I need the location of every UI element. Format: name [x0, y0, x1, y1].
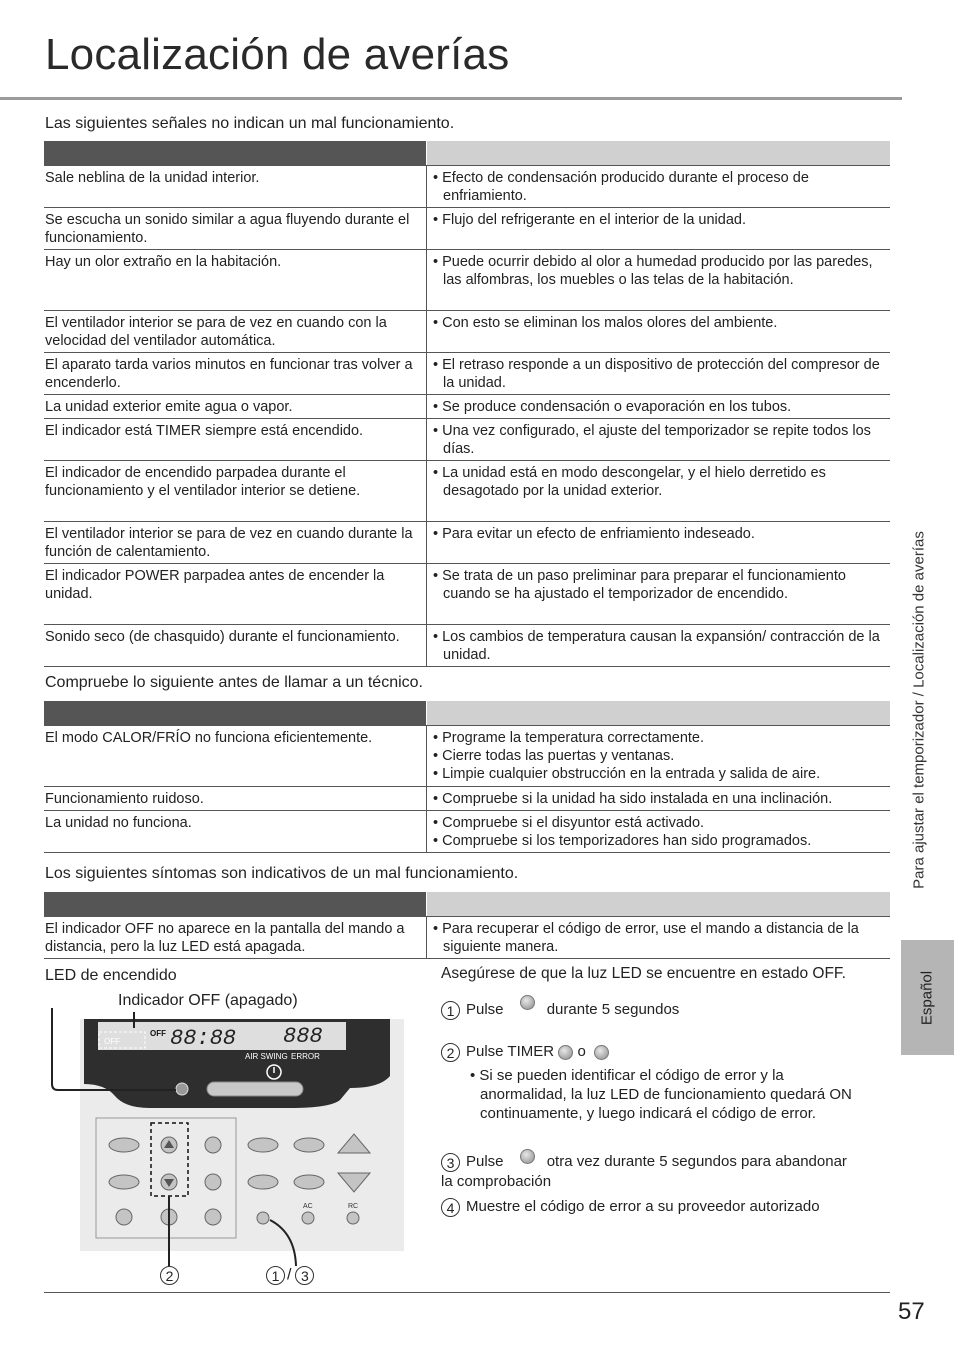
cause-cell [427, 208, 891, 250]
cause-cell [427, 811, 891, 853]
table-malfunction [44, 892, 890, 959]
remote-control-illustration [40, 1008, 410, 1283]
cause-cell [427, 250, 891, 311]
table-row [44, 787, 890, 811]
lcd-off-text: OFF [150, 1029, 166, 1038]
table-row [44, 311, 890, 353]
symptom-cell: El ventilador interior se para de vez en cuando durante la función de calentamiento. [44, 522, 427, 564]
cause-item: • Los cambios de temperatura causan la expansión/ contracción de la unidad. [433, 628, 888, 664]
check-button[interactable] [257, 1212, 269, 1224]
symptom-cell: Sale neblina de la unidad interior. [44, 166, 427, 208]
remote-button[interactable] [294, 1138, 324, 1152]
symptom-cell: El indicador OFF no aparece en la pantalla del mando a distancia, pero la luz LED está apagada. [44, 917, 427, 959]
symptom-cell: El indicador está TIMER siempre está encendido. [44, 419, 427, 461]
cause-item: • El retraso responde a un dispositivo de protección del compresor de la unidad. [433, 356, 888, 392]
page-title: Localización de averías [45, 30, 510, 79]
table-row [44, 726, 890, 787]
side-section-label: Para ajustar el temporizador / Localización de averías [910, 531, 928, 889]
cause-cell [427, 395, 891, 419]
cause-cell [427, 461, 891, 522]
symptom-cell: El indicador POWER parpadea antes de encender la unidad. [44, 564, 427, 625]
ac-button[interactable] [302, 1212, 314, 1224]
power-button[interactable] [207, 1082, 303, 1096]
remote-button[interactable] [294, 1175, 324, 1189]
lcd-digits: 88:88 [170, 1026, 237, 1051]
symptom-cell: El ventilador interior se para de vez en cuando con la velocidad del ventilador automática. [44, 311, 427, 353]
cause-item: • Efecto de condensación producido durante el proceso de enfriamiento. [433, 169, 888, 205]
cause-cell [427, 353, 891, 395]
table-row [44, 461, 890, 522]
cause-cell [427, 522, 891, 564]
symptom-cell: Funcionamiento ruidoso. [44, 787, 427, 811]
table-row [44, 166, 890, 208]
title-rule [0, 97, 902, 100]
callout-1-3: 1 / 3 [266, 1266, 320, 1285]
check-button-icon [520, 995, 535, 1010]
cause-cell [427, 787, 891, 811]
section1-heading: Las siguientes señales no indican un mal funcionamiento. [45, 115, 455, 132]
table-row [44, 522, 890, 564]
led-label: LED de encendido [45, 967, 177, 984]
table-check-before-call [44, 701, 890, 853]
procedure-intro: Asegúrese de que la luz LED se encuentre en estado OFF. [441, 965, 846, 982]
procedure-step-3: 3 Pulse otra vez durante 5 segundos para abandonar la comprobación [441, 1152, 861, 1191]
table-row [44, 353, 890, 395]
remote-button[interactable] [109, 1138, 139, 1152]
remote-button[interactable] [205, 1209, 221, 1225]
symptom-cell: Sonido seco (de chasquido) durante el funcionamiento. [44, 625, 427, 667]
section3-heading: Los siguientes síntomas son indicativos de un mal funcionamiento. [45, 865, 519, 882]
language-tab: Español [901, 940, 954, 1055]
cause-item: • Puede ocurrir debido al olor a humedad producido por las paredes, las alfombras, los muebles o las telas de la habitación. [433, 253, 888, 289]
error-label: ERROR [291, 1052, 320, 1061]
table-row [44, 250, 890, 311]
timer-down-icon [594, 1045, 609, 1060]
table-row [44, 564, 890, 625]
table-row [44, 395, 890, 419]
cause-cell [427, 311, 891, 353]
cause-item: • Limpie cualquier obstrucción en la entrada y salida de aire. [433, 765, 888, 783]
procedure-step-4: 4 Muestre el código de error a su proveedor autorizado [441, 1197, 820, 1217]
lcd-off-small: OFF [104, 1037, 120, 1046]
ac-label: AC [303, 1203, 313, 1210]
cause-item: • Una vez configurado, el ajuste del temporizador se repite todos los días. [433, 422, 888, 458]
remote-button[interactable] [116, 1209, 132, 1225]
timer-up-icon [558, 1045, 573, 1060]
table-row [44, 917, 890, 959]
airswing-label: AIR SWING [245, 1052, 288, 1061]
lcd-digits2: 888 [283, 1024, 323, 1049]
symptom-cell: El indicador de encendido parpadea durante el funcionamiento y el ventilador interior se detiene. [44, 461, 427, 522]
cause-cell [427, 625, 891, 667]
remote-button[interactable] [248, 1175, 278, 1189]
procedure-step-1: 1 Pulse durante 5 segundos [441, 1000, 679, 1020]
cause-cell [427, 917, 891, 959]
table-row [44, 419, 890, 461]
cause-item: • Compruebe si la unidad ha sido instalada en una inclinación. [433, 790, 888, 808]
symptom-cell: La unidad exterior emite agua o vapor. [44, 395, 427, 419]
rc-label: RC [348, 1203, 359, 1210]
bottom-rule [44, 1292, 890, 1293]
cause-item: • Compruebe si el disyuntor está activado. [433, 814, 888, 832]
cause-cell [427, 419, 891, 461]
cause-item: • Flujo del refrigerante en el interior de la unidad. [433, 211, 888, 229]
symptom-cell: El modo CALOR/FRÍO no funciona eficientemente. [44, 726, 427, 787]
symptom-cell: El aparato tarda varios minutos en funcionar tras volver a encenderlo. [44, 353, 427, 395]
remote-button[interactable] [205, 1137, 221, 1153]
symptom-cell: Se escucha un sonido similar a agua fluyendo durante el funcionamiento. [44, 208, 427, 250]
table-normal-signals [44, 141, 890, 667]
off-indicator-label: Indicador OFF (apagado) [118, 992, 298, 1009]
cause-cell [427, 564, 891, 625]
procedure-step-2: 2 Pulse TIMER o [441, 1042, 609, 1062]
cause-item: • Se trata de un paso preliminar para preparar el funcionamiento cuando se ha ajustado el temporizador de encendido. [433, 567, 888, 603]
page-number: 57 [898, 1298, 925, 1325]
remote-button[interactable] [205, 1174, 221, 1190]
cause-item: • Se produce condensación o evaporación en los tubos. [433, 398, 888, 416]
table-row [44, 208, 890, 250]
cause-item: • Cierre todas las puertas y ventanas. [433, 747, 888, 765]
check-button-icon [520, 1149, 535, 1164]
remote-button[interactable] [248, 1138, 278, 1152]
cause-item: • Para recuperar el código de error, use el mando a distancia de la siguiente manera. [433, 920, 888, 956]
cause-item: • Con esto se eliminan los malos olores del ambiente. [433, 314, 888, 332]
rc-button[interactable] [347, 1212, 359, 1224]
power-led [176, 1083, 188, 1095]
procedure-step-2-note: • Si se pueden identificar el código de error y la anormalidad, la luz LED de funcionamiento quedará ON continuamente, y luego indicará el código de error. [470, 1066, 870, 1123]
cause-cell [427, 726, 891, 787]
symptom-cell: Hay un olor extraño en la habitación. [44, 250, 427, 311]
section2-heading: Compruebe lo siguiente antes de llamar a un técnico. [45, 674, 423, 691]
cause-item: • Para evitar un efecto de enfriamiento indeseado. [433, 525, 888, 543]
table-row [44, 625, 890, 667]
remote-button[interactable] [109, 1175, 139, 1189]
symptom-cell: La unidad no funciona. [44, 811, 427, 853]
table-row [44, 811, 890, 853]
cause-item: • Compruebe si los temporizadores han sido programados. [433, 832, 888, 850]
callout-2: 2 [160, 1266, 185, 1285]
cause-item: • Programe la temperatura correctamente. [433, 729, 888, 747]
cause-item: • La unidad está en modo descongelar, y el hielo derretido es desagotado por la unidad exterior. [433, 464, 888, 500]
cause-cell [427, 166, 891, 208]
